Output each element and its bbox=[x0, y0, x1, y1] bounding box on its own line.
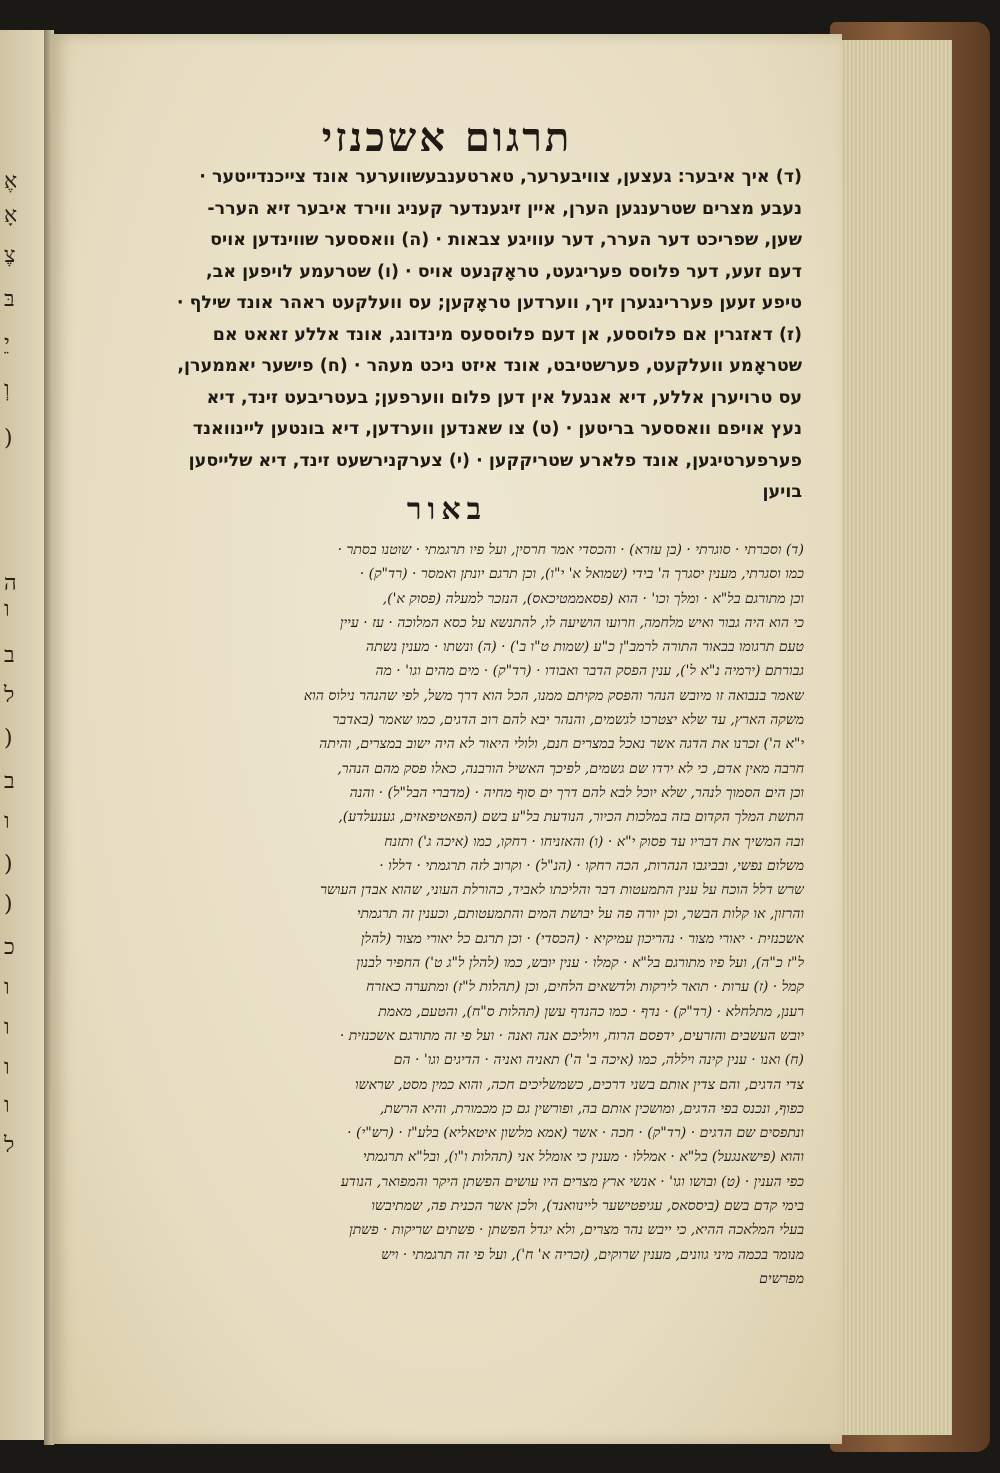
margin-fragment: ו bbox=[4, 809, 10, 834]
margin-fragment: יֵ bbox=[4, 331, 10, 356]
commentary-line: (ד) וסכרתי · סוגרתי · (בן עזרא) · והכסדי אמר חרסין, ועל פיו תרגמתי · שוטנו בסתר · bbox=[337, 542, 804, 558]
margin-fragment: בּ bbox=[4, 287, 15, 312]
verse-line: שען, שפריכט דער הערר, דער עוויגע צבאות · (ה) וואססער שווינדען אויס bbox=[210, 230, 802, 250]
commentary-line: וכן הים הסמוך לנהר, שלא יוכל לבא להם דרך ים סוף מחיה · (מדברי הבל"ל) · והנה bbox=[349, 784, 804, 801]
commentary-line: (ח) ואנו · ענין קינה ויללה, כמו (איכה ב' ה') תאניה ואניה · הדיגים וגו' · הם bbox=[393, 1052, 804, 1069]
margin-fragment: צֶ bbox=[4, 243, 16, 268]
verse-line: נעץ אויפם וואססער בריטען · (ט) צו שאנדען ווערדען, דיא בונטען ליינוואנד bbox=[192, 419, 802, 439]
commentary-line: רענן, מתלחלא · (רד"ק) · נדף · כמו כהנדף עשן (תהלות ס"ח), והטעם, מאמת bbox=[378, 1003, 804, 1020]
margin-fragment: ( bbox=[4, 852, 13, 877]
margin-fragment: אֶ bbox=[4, 169, 18, 194]
commentary-text bbox=[82, 538, 804, 1291]
verse-line: שטראָמע וועלקעט, פערשטיבט, אונד איזט ניכט מעהר · (ח) פישער יאממערן, bbox=[177, 356, 802, 376]
margin-fragment: ה bbox=[4, 571, 17, 596]
verse-line: בויען bbox=[762, 482, 802, 502]
commentary-line: אשכנזית · יאורי מצור · נהריכון עמיקיא · (הכסדי) · וכן תרגם כל יאורי מצור (להלן bbox=[360, 930, 804, 947]
margin-fragment: ל bbox=[4, 683, 15, 708]
margin-fragment: ( bbox=[4, 726, 13, 751]
verse-line: נעבע מצרים שטרענגען הערן, איין זיגענדער קעניג ווירד איבער זיא הערר- bbox=[207, 198, 802, 219]
margin-fragment: ב bbox=[4, 769, 15, 794]
commentary-line: טעם תרגומו בבאור התורה לרמב"ן כ"ע (שמות ט"ו ב') · (ה) ונשתו · מענין נשתה bbox=[365, 639, 804, 656]
commentary-line: שאמר בנבואה זו מיובש הנהר והפסק מקיתם ממנו, הכל הוא דרך משל, לפי שהנהר נילוס הוא bbox=[303, 687, 804, 704]
commentary-line: קמל · (ז) ערות · תואר לירקות ולדשאים הלחים, וכן (תהלות ל"ז) ומתערה כאזרח bbox=[366, 979, 804, 996]
margin-fragment: ( bbox=[4, 426, 13, 451]
commentary-line: והוא (פישאנגעל) בל"א · אמללו · מענין כי אומלל אני (תהלות ו"ו), ובל"א תרגמתי bbox=[362, 1149, 804, 1166]
commentary-line: כמו וסגרתי, מענין יסגרך ה' בידי (שמואל א' י"ו), וכן תרגם יונתן ואמסר · (רד"ק) · bbox=[359, 566, 804, 583]
translation-text bbox=[80, 162, 802, 509]
commentary-line: בימי קדם בשם (ביססאס, עגיפטישער ליינוואנד), ולכן אשר הכנית פה, שמתיבשו bbox=[371, 1198, 804, 1215]
margin-fragment: ו bbox=[4, 1015, 10, 1040]
commentary-line: משקה הארץ, עד שלא יצטרכו לגשמים, והנהר יבא להם רוב הדגים, כמו שאמר (באדבר bbox=[332, 712, 804, 729]
commentary-line: והרזון, או קלות הבשר, וכן יורה פה על יבושת המים והתמעטותם, וכענין זה תרגמתי bbox=[356, 906, 804, 923]
commentary-line: בעלי המלאכה ההיא, כי ייבש נהר מצרים, ולא יגדל הפשתן · פשתים שריקות · פשתן bbox=[349, 1222, 804, 1239]
verse-line: פערפערטיגען, אונד פלארע שטריקקען · (י) צערקנירשעט זינד, דיא שלייסען bbox=[188, 450, 802, 471]
commentary-line: צדי הדגים, והם צדין אותם בשני דרכים, כשמשליכים חכה, והוא כמין מסט, שראשו bbox=[354, 1076, 804, 1093]
commentary-line: משלום נפשי, ובביגבו הנהרות, הכה רחקו · (הנ"ל) · וקרוב לזה תרגמתי · דללו · bbox=[379, 857, 804, 874]
verse-line: טיפע זעען פעררינגערן זיך, ווערדען טראָקען; עס וועלקעט ראהר אונד שילף · bbox=[176, 293, 802, 313]
verse-line: עס טרויערן אללע, דיא אנגעל אין דען פלום ווערפען; בעטריבעט זינד, דיא bbox=[206, 387, 802, 408]
commentary-line: כפי הענין · (ט) ובושו וגו' · אנשי ארץ מצרים היו עושים הפשתן היקר והמפואר, הנודע bbox=[340, 1173, 804, 1190]
commentary-line: יובש העשבים והזרעים, ידפסם הרוח, ויוליכם אנה ואנה · ועל פי זה מתורגם אשכנזית · bbox=[339, 1027, 804, 1044]
previous-page-margin bbox=[0, 30, 44, 1440]
commentary-line: מנומר בכמה מיני גוונים, מענין שרוקים, (זכריה א' ח'), ועל פי זה תרגמתי · ויש bbox=[381, 1246, 804, 1263]
commentary-line: שרש דלל הוכח על ענין התמעטות דבר והליכתו לאביד, כהורלת העוני, שהוא אבדן העושר bbox=[320, 882, 804, 899]
margin-fragment: ו bbox=[4, 1055, 10, 1080]
page-edges bbox=[840, 40, 952, 1435]
commentary-line: התשת המלך הקדום בזה במלכות הכיור, הנודעת בל"ע בשם (הפאטיפאזים, גענעלדע), bbox=[338, 809, 804, 826]
commentary-line: ל"ז כ"ה), ועל פיו מתורגם בל"א · קמלו · ענין יובש, כמו (להלן ל"ג ט') החפיר לבנון bbox=[356, 955, 804, 972]
commentary-line: ונתפסים שם הדגים · (רד"ק) · חכה · אשר (אמא מלשון איטאליא) בלע"ז · (רש"י) · bbox=[347, 1125, 804, 1142]
commentary-line: גבורתם (ירמיה נ"א ל'), ענין הפסק הדבר ואבודו · (רד"ק) · מים מהים וגו' · מה bbox=[375, 663, 804, 680]
commentary-line: חרבה מאין אדם, כי לא ירדו שם גשמים, לפיכך האשיל הורבנה, כאלו פסק מהם הנהר, bbox=[337, 760, 804, 777]
margin-fragment: ( bbox=[4, 892, 13, 917]
margin-fragment: ו bbox=[4, 1093, 10, 1118]
commentary-heading: באור bbox=[406, 492, 488, 527]
commentary-line: ובה המשיך את דבריו עד פסוק י"א · (ו) והאזניחו · רחקו, כמו (איכה ג') ותזנח bbox=[384, 833, 804, 850]
margin-fragment: ו bbox=[4, 975, 10, 1000]
commentary-line: כי הוא היה גבור ואיש מלחמה, וזרועו הושיעה לו, להתנשא על כסא המלוכה · עז · עיין bbox=[339, 614, 804, 631]
margin-fragment: כ bbox=[4, 935, 15, 960]
margin-fragment: וְ bbox=[4, 377, 10, 402]
margin-fragment: ו bbox=[4, 597, 10, 622]
commentary-line: י"א ה') זכרנו את הדגה אשר נאכל במצרים חנם, ולולי היאור לא היה ישוב במצרים, והיתה bbox=[319, 736, 804, 753]
margin-fragment: ב bbox=[4, 643, 15, 668]
page-title: תרגום אשכנזי bbox=[321, 114, 573, 161]
margin-fragment: ל bbox=[4, 1133, 15, 1158]
book-page bbox=[52, 34, 842, 1444]
margin-fragment: אָ bbox=[4, 203, 18, 228]
commentary-line: וכן מתורגם בל"א · ומלך וכו' · הוא (פסאממטיכאס), הנזכר למעלה (פסוק א'), bbox=[382, 590, 804, 607]
verse-line: דעם זעע, דער פלוסס פעריגעט, טראָקנעט אויס · (ו) שטרעמע לויפען אב, bbox=[206, 261, 802, 282]
verse-line: (ד) איך איבער: געצען, צוויבערער, טארטענבעשווערער אונד צייכנדייטער · bbox=[199, 167, 802, 187]
verse-line: (ז) דאזגרין אם פלוססע, אן דעם פלוססעס מינדונג, אונד אללע זאאט אם bbox=[212, 324, 802, 345]
commentary-line: כפוף, ונכנס בפי הדגים, ומושכין אותם בה, ופורשין גם כן מכמורת, והיא הרשת, bbox=[379, 1100, 804, 1117]
commentary-line: מפרשים bbox=[759, 1270, 804, 1287]
